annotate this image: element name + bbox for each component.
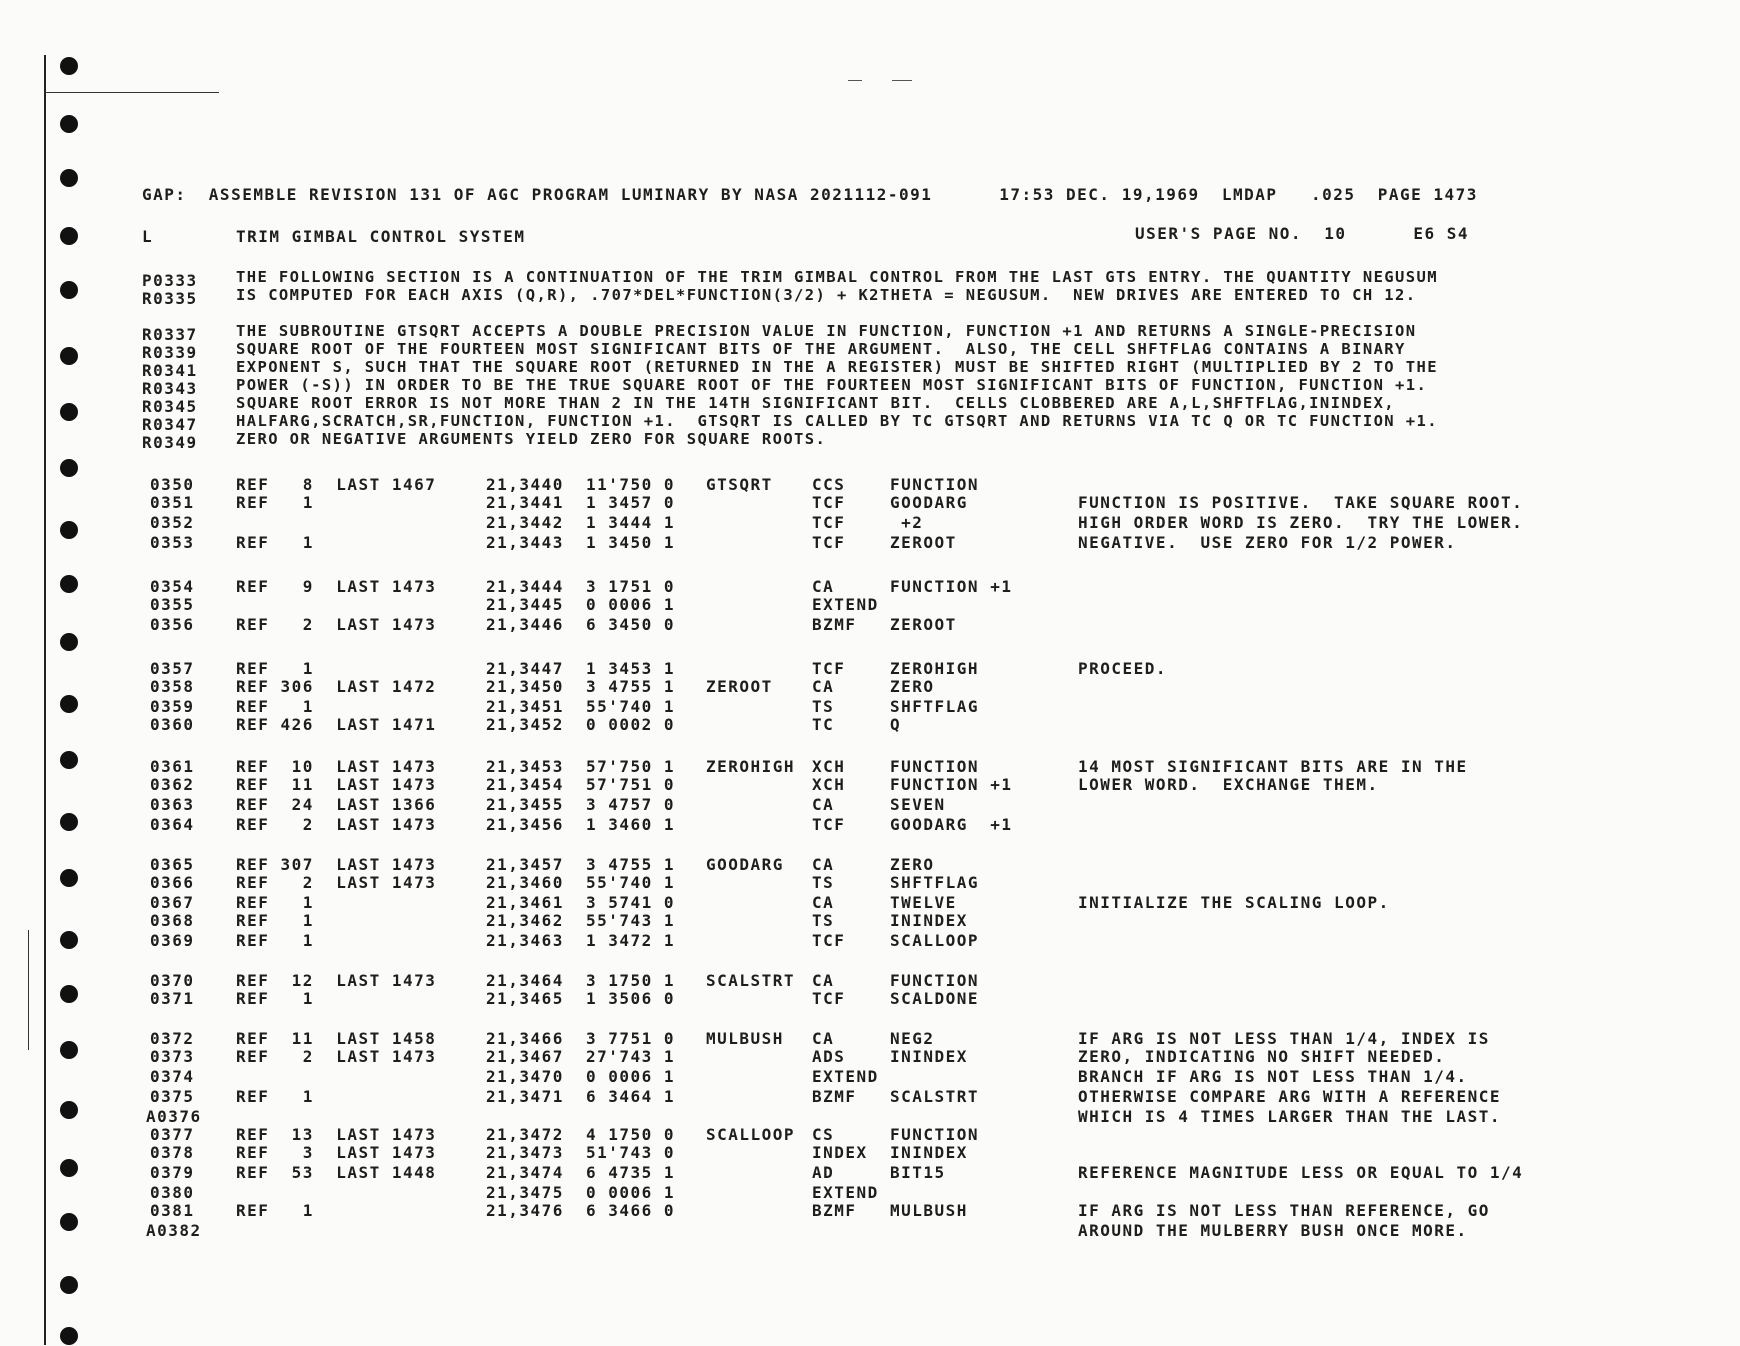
punch-hole (60, 403, 78, 421)
octal-word: 1 3460 1 (586, 815, 676, 834)
ref-field: REF 3 LAST 1473 (236, 1143, 437, 1162)
line-number: 0362 (150, 775, 195, 794)
opcode: TCF (812, 533, 846, 552)
octal-word: 3 1750 1 (586, 971, 676, 990)
ref-field: REF 1 (236, 893, 314, 912)
line-number: 0363 (150, 795, 195, 814)
operand: FUNCTION (890, 475, 980, 494)
line-number: 0352 (150, 513, 195, 532)
line-number: 0377 (150, 1125, 195, 1144)
octal-word: 1 3450 1 (586, 533, 676, 552)
line-comment: IF ARG IS NOT LESS THAN REFERENCE, GO (1078, 1201, 1490, 1220)
line-comment: WHICH IS 4 TIMES LARGER THAN THE LAST. (1078, 1107, 1502, 1126)
ref-field: REF 11 LAST 1458 (236, 1029, 437, 1048)
opcode: EXTEND (812, 1067, 879, 1086)
opcode: CA (812, 855, 835, 874)
opcode: BZMF (812, 615, 857, 634)
opcode: TCF (812, 989, 846, 1008)
address: 21,3461 (486, 893, 564, 912)
line-number: A0376 (146, 1107, 202, 1126)
opcode: INDEX (812, 1143, 868, 1162)
octal-word: 3 7751 0 (586, 1029, 676, 1048)
address: 21,3454 (486, 775, 564, 794)
address: 21,3460 (486, 873, 564, 892)
ref-field: REF 2 LAST 1473 (236, 615, 437, 634)
opcode: TS (812, 873, 835, 892)
address: 21,3472 (486, 1125, 564, 1144)
opcode: CA (812, 1029, 835, 1048)
octal-word: 0 0006 1 (586, 1067, 676, 1086)
operand: GOODARG +1 (890, 815, 1013, 834)
operand: SHFTFLAG (890, 697, 980, 716)
punch-hole (60, 1327, 78, 1345)
punch-hole (60, 985, 78, 1003)
scan-mark (848, 80, 862, 81)
address: 21,3450 (486, 677, 564, 696)
address: 21,3443 (486, 533, 564, 552)
punch-hole (60, 459, 78, 477)
line-number: 0355 (150, 595, 195, 614)
opcode: TC (812, 715, 835, 734)
opcode: CA (812, 893, 835, 912)
address: 21,3471 (486, 1087, 564, 1106)
operand: GOODARG (890, 493, 968, 512)
ref-field: REF 11 LAST 1473 (236, 775, 437, 794)
operand: FUNCTION (890, 971, 980, 990)
margin-mark (28, 930, 29, 1050)
ref-field: REF 1 (236, 911, 314, 930)
line-number: 0361 (150, 757, 195, 776)
ref-field: REF 1 (236, 659, 314, 678)
octal-word: 57'751 0 (586, 775, 676, 794)
address: 21,3447 (486, 659, 564, 678)
line-number: 0372 (150, 1029, 195, 1048)
operand: ININDEX (890, 911, 968, 930)
line-number: A0382 (146, 1221, 202, 1240)
opcode: TCF (812, 659, 846, 678)
line-comment: BRANCH IF ARG IS NOT LESS THAN 1/4. (1078, 1067, 1468, 1086)
punch-hole (60, 931, 78, 949)
ref-field: REF 1 (236, 1201, 314, 1220)
ref-field: REF 12 LAST 1473 (236, 971, 437, 990)
address: 21,3451 (486, 697, 564, 716)
operand: ZEROOT (890, 533, 957, 552)
margin-rule (44, 55, 46, 1345)
label-field: ZEROHIGH (706, 757, 796, 776)
label-field: MULBUSH (706, 1029, 784, 1048)
line-comment: REFERENCE MAGNITUDE LESS OR EQUAL TO 1/4 (1078, 1163, 1524, 1182)
line-comment: AROUND THE MULBERRY BUSH ONCE MORE. (1078, 1221, 1468, 1240)
operand: Q (890, 715, 902, 734)
comment-line: ZERO OR NEGATIVE ARGUMENTS YIELD ZERO FOR SQUARE ROOTS. (236, 430, 827, 448)
line-number: 0378 (150, 1143, 195, 1162)
line-number: 0365 (150, 855, 195, 874)
comment-line: THE FOLLOWING SECTION IS A CONTINUATION OF THE TRIM GIMBAL CONTROL FROM THE LAST GTS ENTRY. THE QUANTITY NEGUSUM (236, 268, 1438, 286)
octal-word: 1 3457 0 (586, 493, 676, 512)
address: 21,3470 (486, 1067, 564, 1086)
line-number: 0369 (150, 931, 195, 950)
operand: SCALLOOP (890, 931, 980, 950)
address: 21,3476 (486, 1201, 564, 1220)
octal-word: 0 0006 1 (586, 595, 676, 614)
line-number: 0375 (150, 1087, 195, 1106)
ref-field: REF 10 LAST 1473 (236, 757, 437, 776)
line-comment: INITIALIZE THE SCALING LOOP. (1078, 893, 1390, 912)
comment-line-number: R0343 (142, 379, 198, 398)
ref-field: REF 307 LAST 1473 (236, 855, 437, 874)
operand: TWELVE (890, 893, 957, 912)
label-field: SCALLOOP (706, 1125, 796, 1144)
opcode: BZMF (812, 1201, 857, 1220)
opcode: AD (812, 1163, 835, 1182)
opcode: CA (812, 795, 835, 814)
address: 21,3445 (486, 595, 564, 614)
section-title: TRIM GIMBAL CONTROL SYSTEM (236, 227, 526, 246)
octal-word: 3 5741 0 (586, 893, 676, 912)
operand: FUNCTION (890, 1125, 980, 1144)
address: 21,3456 (486, 815, 564, 834)
address: 21,3442 (486, 513, 564, 532)
octal-word: 6 3466 0 (586, 1201, 676, 1220)
ref-field: REF 2 LAST 1473 (236, 815, 437, 834)
address: 21,3446 (486, 615, 564, 634)
opcode: TCF (812, 493, 846, 512)
line-comment: 14 MOST SIGNIFICANT BITS ARE IN THE (1078, 757, 1468, 776)
punch-hole (60, 281, 78, 299)
address: 21,3440 (486, 475, 564, 494)
ref-field: REF 1 (236, 1087, 314, 1106)
line-comment: NEGATIVE. USE ZERO FOR 1/2 POWER. (1078, 533, 1457, 552)
punch-hole (60, 575, 78, 593)
label-field: SCALSTRT (706, 971, 796, 990)
address: 21,3467 (486, 1047, 564, 1066)
comment-line-number: R0349 (142, 433, 198, 452)
ref-field: REF 306 LAST 1472 (236, 677, 437, 696)
punch-hole (60, 695, 78, 713)
line-number: 0358 (150, 677, 195, 696)
ref-field: REF 24 LAST 1366 (236, 795, 437, 814)
line-number: 0366 (150, 873, 195, 892)
address: 21,3457 (486, 855, 564, 874)
octal-word: 6 3464 1 (586, 1087, 676, 1106)
comment-line-number: R0341 (142, 361, 198, 380)
operand: ZEROHIGH (890, 659, 980, 678)
operand: SCALSTRT (890, 1087, 980, 1106)
address: 21,3475 (486, 1183, 564, 1202)
ref-field: REF 9 LAST 1473 (236, 577, 437, 596)
punch-hole (60, 57, 78, 75)
octal-word: 1 3472 1 (586, 931, 676, 950)
octal-word: 1 3453 1 (586, 659, 676, 678)
octal-word: 3 1751 0 (586, 577, 676, 596)
line-number: 0353 (150, 533, 195, 552)
punch-hole (60, 1276, 78, 1294)
operand: ZERO (890, 855, 935, 874)
address: 21,3455 (486, 795, 564, 814)
operand: SEVEN (890, 795, 946, 814)
comment-line-number: R0335 (142, 289, 198, 308)
octal-word: 55'740 1 (586, 697, 676, 716)
operand: ININDEX (890, 1143, 968, 1162)
line-comment: FUNCTION IS POSITIVE. TAKE SQUARE ROOT. (1078, 493, 1524, 512)
users-page-number: USER'S PAGE NO. 10 E6 S4 (1135, 224, 1469, 243)
address: 21,3453 (486, 757, 564, 776)
punch-hole (60, 1101, 78, 1119)
opcode: EXTEND (812, 1183, 879, 1202)
opcode: XCH (812, 775, 846, 794)
octal-word: 27'743 1 (586, 1047, 676, 1066)
opcode: TS (812, 697, 835, 716)
punch-hole (60, 347, 78, 365)
octal-word: 1 3444 1 (586, 513, 676, 532)
operand: BIT15 (890, 1163, 946, 1182)
operand: +2 (890, 513, 924, 532)
ref-field: REF 1 (236, 533, 314, 552)
ref-field: REF 1 (236, 493, 314, 512)
punch-hole (60, 1159, 78, 1177)
operand: MULBUSH (890, 1201, 968, 1220)
address: 21,3473 (486, 1143, 564, 1162)
line-number: 0374 (150, 1067, 195, 1086)
punch-hole (60, 869, 78, 887)
ref-field: REF 1 (236, 697, 314, 716)
comment-line-number: R0339 (142, 343, 198, 362)
line-number: 0357 (150, 659, 195, 678)
octal-word: 3 4757 0 (586, 795, 676, 814)
punch-hole (60, 751, 78, 769)
line-number: 0354 (150, 577, 195, 596)
line-number: 0370 (150, 971, 195, 990)
label-field: GTSQRT (706, 475, 773, 494)
operand: ZEROOT (890, 615, 957, 634)
line-number: 0364 (150, 815, 195, 834)
operand: ZERO (890, 677, 935, 696)
operand: FUNCTION +1 (890, 775, 1013, 794)
punch-hole (60, 813, 78, 831)
comment-line: EXPONENT S, SUCH THAT THE SQUARE ROOT (RETURNED IN THE A REGISTER) MUST BE SHIFTED RIGHT (MULTIPLIED BY 2 TO THE (236, 358, 1438, 376)
line-number: 0381 (150, 1201, 195, 1220)
ref-field: REF 1 (236, 989, 314, 1008)
address: 21,3474 (486, 1163, 564, 1182)
operand: SHFTFLAG (890, 873, 980, 892)
address: 21,3466 (486, 1029, 564, 1048)
octal-word: 51'743 0 (586, 1143, 676, 1162)
ref-field: REF 2 LAST 1473 (236, 1047, 437, 1066)
opcode: TS (812, 911, 835, 930)
opcode: CA (812, 971, 835, 990)
address: 21,3463 (486, 931, 564, 950)
octal-word: 6 3450 0 (586, 615, 676, 634)
comment-line: SQUARE ROOT ERROR IS NOT MORE THAN 2 IN THE 14TH SIGNIFICANT BIT. CELLS CLOBBERED ARE A,L,SHFTFLAG,ININDEX, (236, 394, 1396, 412)
ref-field: REF 8 LAST 1467 (236, 475, 437, 494)
opcode: CS (812, 1125, 835, 1144)
line-number: 0351 (150, 493, 195, 512)
octal-word: 57'750 1 (586, 757, 676, 776)
line-number: 0356 (150, 615, 195, 634)
ref-field: REF 13 LAST 1473 (236, 1125, 437, 1144)
address: 21,3444 (486, 577, 564, 596)
line-comment: LOWER WORD. EXCHANGE THEM. (1078, 775, 1379, 794)
opcode: XCH (812, 757, 846, 776)
octal-word: 55'740 1 (586, 873, 676, 892)
line-number: 0350 (150, 475, 195, 494)
punch-hole (60, 115, 78, 133)
line-number: 0380 (150, 1183, 195, 1202)
opcode: EXTEND (812, 595, 879, 614)
comment-line: IS COMPUTED FOR EACH AXIS (Q,R), .707*DEL*FUNCTION(3/2) + K2THETA = NEGUSUM. NEW DRIVES ARE ENTERED TO CH 12. (236, 286, 1417, 304)
opcode: CCS (812, 475, 846, 494)
opcode: ADS (812, 1047, 846, 1066)
octal-word: 0 0006 1 (586, 1183, 676, 1202)
comment-line-number: R0345 (142, 397, 198, 416)
line-number: 0368 (150, 911, 195, 930)
operand: ININDEX (890, 1047, 968, 1066)
comment-line-number: R0337 (142, 325, 198, 344)
line-number: 0360 (150, 715, 195, 734)
opcode: BZMF (812, 1087, 857, 1106)
section-marker: L (142, 227, 154, 246)
operand: SCALDONE (890, 989, 980, 1008)
line-comment: PROCEED. (1078, 659, 1168, 678)
line-comment: IF ARG IS NOT LESS THAN 1/4, INDEX IS (1078, 1029, 1490, 1048)
ref-field: REF 1 (236, 931, 314, 950)
line-number: 0373 (150, 1047, 195, 1066)
comment-line: POWER (-S)) IN ORDER TO BE THE TRUE SQUARE ROOT OF THE FOURTEEN MOST SIGNIFICANT BITS OF FUNCTION, FUNCTION +1. (236, 376, 1428, 394)
punch-hole (60, 1041, 78, 1059)
octal-word: 55'743 1 (586, 911, 676, 930)
top-rule (44, 92, 219, 93)
opcode: TCF (812, 931, 846, 950)
comment-line-number: P0333 (142, 271, 198, 290)
punch-hole (60, 227, 78, 245)
octal-word: 3 4755 1 (586, 677, 676, 696)
address: 21,3465 (486, 989, 564, 1008)
line-number: 0379 (150, 1163, 195, 1182)
comment-line: SQUARE ROOT OF THE FOURTEEN MOST SIGNIFICANT BITS OF THE ARGUMENT. ALSO, THE CELL SHFTFLAG CONTAINS A BINARY (236, 340, 1406, 358)
ref-field: REF 2 LAST 1473 (236, 873, 437, 892)
label-field: GOODARG (706, 855, 784, 874)
line-number: 0371 (150, 989, 195, 1008)
punch-hole (60, 169, 78, 187)
line-comment: ZERO, INDICATING NO SHIFT NEEDED. (1078, 1047, 1446, 1066)
octal-word: 1 3506 0 (586, 989, 676, 1008)
ref-field: REF 53 LAST 1448 (236, 1163, 437, 1182)
opcode: TCF (812, 513, 846, 532)
ref-field: REF 426 LAST 1471 (236, 715, 437, 734)
scan-mark (892, 80, 912, 81)
line-comment: HIGH ORDER WORD IS ZERO. TRY THE LOWER. (1078, 513, 1524, 532)
address: 21,3452 (486, 715, 564, 734)
address: 21,3441 (486, 493, 564, 512)
line-number: 0367 (150, 893, 195, 912)
octal-word: 11'750 0 (586, 475, 676, 494)
comment-line-number: R0347 (142, 415, 198, 434)
octal-word: 3 4755 1 (586, 855, 676, 874)
line-number: 0359 (150, 697, 195, 716)
label-field: ZEROOT (706, 677, 773, 696)
line-comment: OTHERWISE COMPARE ARG WITH A REFERENCE (1078, 1087, 1502, 1106)
punch-hole (60, 633, 78, 651)
operand: FUNCTION (890, 757, 980, 776)
comment-line: THE SUBROUTINE GTSQRT ACCEPTS A DOUBLE PRECISION VALUE IN FUNCTION, FUNCTION +1 AND RETURNS A SINGLE-PRECISION (236, 322, 1417, 340)
opcode: TCF (812, 815, 846, 834)
operand: NEG2 (890, 1029, 935, 1048)
address: 21,3462 (486, 911, 564, 930)
octal-word: 0 0002 0 (586, 715, 676, 734)
operand: FUNCTION +1 (890, 577, 1013, 596)
opcode: CA (812, 677, 835, 696)
octal-word: 6 4735 1 (586, 1163, 676, 1182)
octal-word: 4 1750 0 (586, 1125, 676, 1144)
punch-hole (60, 521, 78, 539)
header-line: GAP: ASSEMBLE REVISION 131 OF AGC PROGRAM LUMINARY BY NASA 2021112-091 17:53 DEC. 19,1969 LMDAP .025 PAGE 1473 (142, 185, 1478, 204)
punch-hole (60, 1213, 78, 1231)
opcode: CA (812, 577, 835, 596)
address: 21,3464 (486, 971, 564, 990)
comment-line: HALFARG,SCRATCH,SR,FUNCTION, FUNCTION +1. GTSQRT IS CALLED BY TC GTSQRT AND RETURNS VIA TC Q OR TC FUNCTION +1. (236, 412, 1438, 430)
